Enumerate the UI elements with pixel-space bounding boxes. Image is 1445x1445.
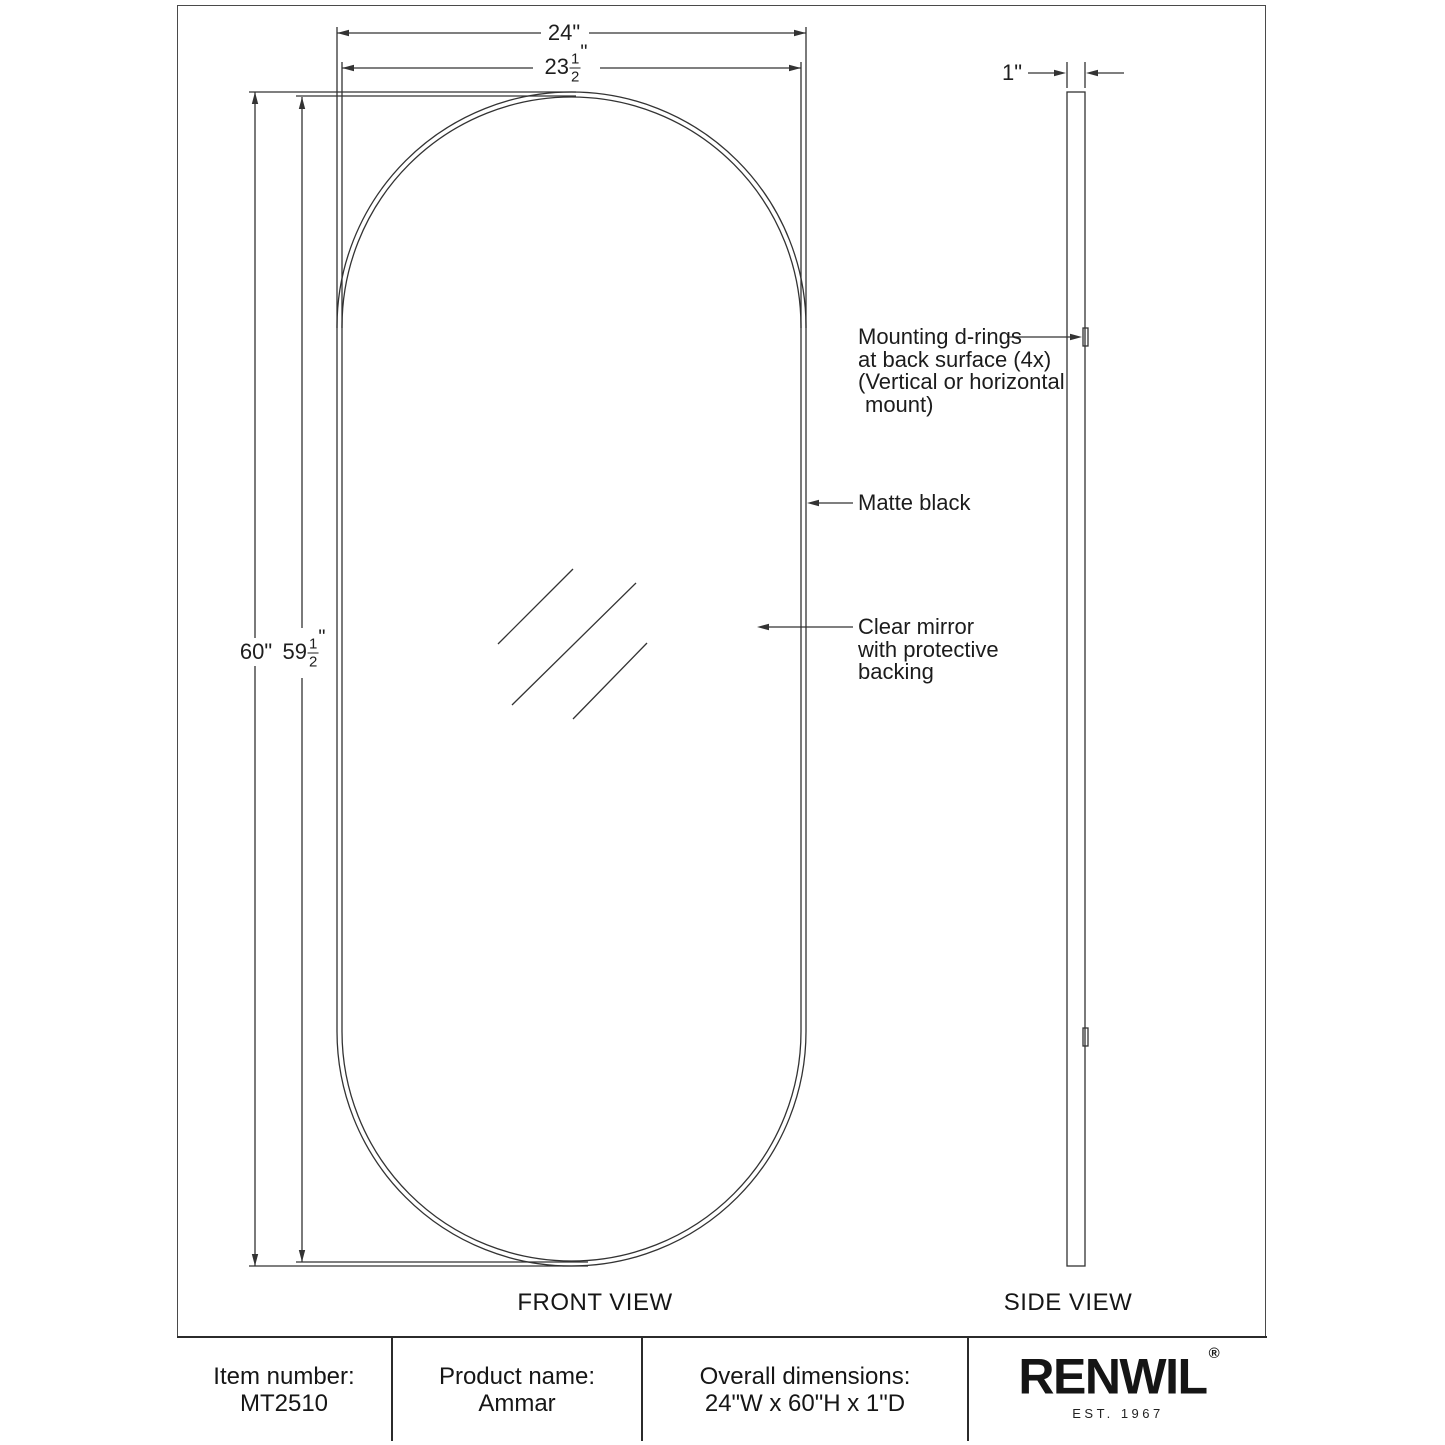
overall-dimensions-label: Overall dimensions: bbox=[699, 1362, 911, 1390]
spec-cell-overall-dimensions bbox=[641, 1338, 967, 1441]
dimension-height-lines bbox=[249, 92, 588, 1266]
annotation-mounting-line3: (Vertical or horizontal bbox=[858, 369, 1065, 394]
side-view-outline bbox=[1067, 92, 1088, 1266]
registered-trademark-icon: ® bbox=[1208, 1344, 1220, 1362]
dim-width-glass-fraction: $\frac{1}{2}$ bbox=[571, 50, 580, 86]
spec-cell-brand bbox=[967, 1338, 1267, 1441]
dim-width-glass-unit: " bbox=[580, 41, 588, 64]
dim-depth-value: 1" bbox=[1001, 60, 1023, 85]
dim-height-total-label bbox=[240, 641, 272, 663]
annotation-mounting-line4: mount) bbox=[865, 391, 934, 417]
mirror-outer-edge bbox=[337, 92, 806, 1266]
spec-cell-item-number bbox=[177, 1338, 391, 1441]
front-view-label: FRONT VIEW bbox=[517, 1289, 673, 1316]
mirror-shine-hatch-icon bbox=[498, 569, 647, 719]
dim-height-glass-unit: " bbox=[318, 626, 326, 649]
item-number-label: Item number: bbox=[213, 1362, 355, 1390]
dim-depth-label bbox=[1002, 62, 1022, 84]
dim-height-glass-label bbox=[282, 626, 326, 671]
item-number-value: MT2510 bbox=[239, 1389, 329, 1417]
annotation-frame-finish bbox=[858, 489, 971, 515]
dim-width-glass-label bbox=[544, 41, 588, 86]
dim-height-glass-whole: 59 bbox=[282, 638, 308, 664]
brand-established-text: EST. 1967 bbox=[1072, 1406, 1164, 1422]
annotation-mounting-line1: Mounting d-rings bbox=[858, 324, 1022, 349]
annotation-mirror bbox=[858, 616, 999, 684]
brand-logo bbox=[1018, 1344, 1220, 1405]
overall-dimensions-value: 24"W x 60"H x 1"D bbox=[704, 1389, 906, 1417]
spec-table bbox=[177, 1336, 1267, 1441]
annotation-mirror-line3: backing bbox=[858, 659, 934, 684]
annotation-frame-finish-text: Matte black bbox=[858, 489, 971, 515]
dim-width-glass-whole: 23 bbox=[544, 53, 570, 79]
dim-height-total-value: 60" bbox=[239, 639, 273, 664]
product-name-label: Product name: bbox=[438, 1362, 596, 1390]
side-view-label: SIDE VIEW bbox=[1003, 1289, 1133, 1316]
dim-width-total-label bbox=[548, 22, 580, 44]
annotation-mounting-line2: at back surface (4x) bbox=[858, 346, 1052, 372]
brand-wordmark: RENWIL bbox=[1018, 1348, 1207, 1405]
dim-width-total-value: 24" bbox=[547, 20, 581, 45]
annotation-mirror-line1: Clear mirror bbox=[858, 614, 975, 639]
annotation-mirror-line2: with protective bbox=[858, 636, 999, 662]
side-view-bar bbox=[1067, 92, 1085, 1266]
dim-height-glass-fraction: $\frac{1}{2}$ bbox=[309, 635, 318, 671]
annotation-mounting bbox=[858, 326, 1065, 416]
spec-cell-product-name bbox=[391, 1338, 641, 1441]
product-name-value: Ammar bbox=[478, 1389, 556, 1417]
dimension-depth-lines bbox=[1028, 62, 1124, 88]
front-view-outline bbox=[337, 92, 806, 1266]
mirror-inner-edge bbox=[342, 97, 801, 1261]
